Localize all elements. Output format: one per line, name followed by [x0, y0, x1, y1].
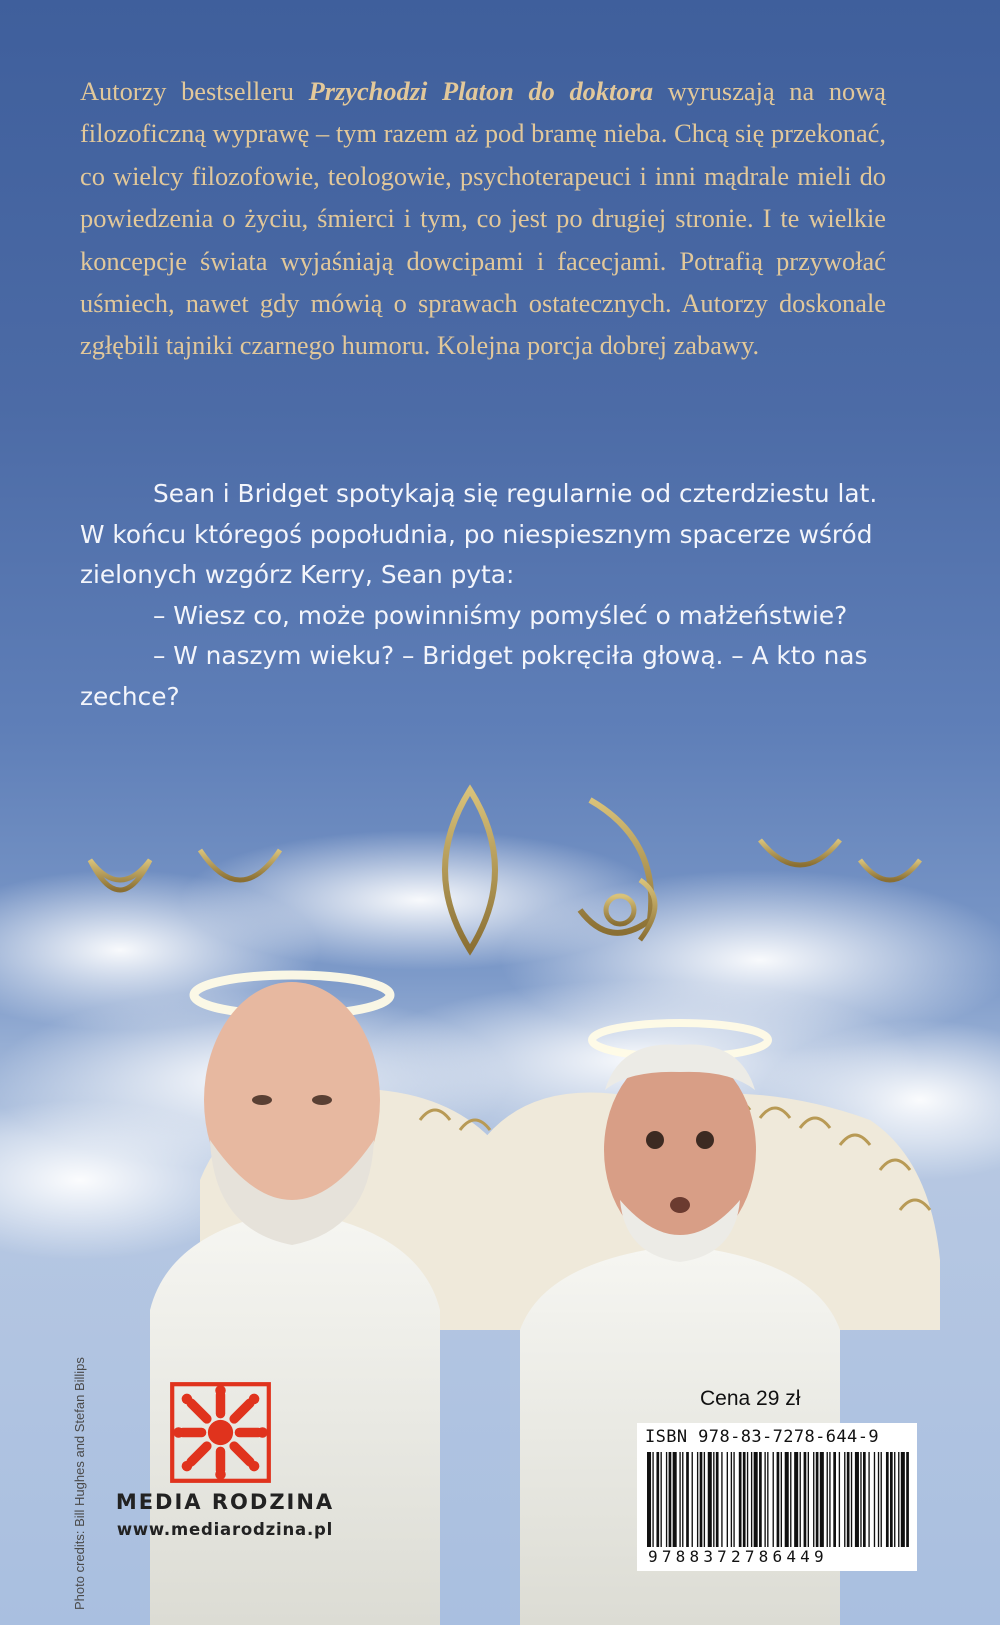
barcode-icon [645, 1452, 911, 1547]
isbn-number: ISBN 978-83-7278-644-9 [645, 1427, 879, 1447]
blurb-book-title: Przychodzi Platon do doktora [308, 76, 654, 106]
excerpt-joke [80, 474, 900, 717]
publisher-url: www.mediarodzina.pl [116, 1520, 334, 1539]
excerpt-paragraph: Sean i Bridget spotykają się regularnie od czterdziestu lat. W końcu któregoś popołudnia, po niespiesznym spacerze wśród zielonych wzgórz Kerry, Sean pyta: [80, 479, 878, 589]
blurb-intro-text: Autorzy bestselleru [80, 76, 309, 106]
barcode-digits: 9788372786449 [648, 1547, 828, 1566]
excerpt-dialogue-line: – Wiesz co, może powinniśmy pomyśleć o małżeństwie? [153, 600, 848, 630]
photo-credits: Photo credits: Bill Hughes and Stefan Billips [72, 1357, 87, 1610]
price-label: Cena 29 zł [700, 1387, 801, 1410]
publisher-name: MEDIA RODZINA [115, 1490, 335, 1514]
blurb-paragraph [80, 70, 886, 367]
media-rodzina-logo-icon [168, 1380, 273, 1485]
blurb-body-text: wyruszają na nową filozoficzną wyprawę – tym razem aż pod bramę nieba. Chcą się przekonać, co wielcy filozofowie, teologowie, psychoterapeuci i inni mądrale mieli do powiedzenia o życiu, śmierci i tym, co jest po drugiej stronie. I te wielkie koncepcje świata wyjaśniają dowcipami i facecjami. Potrafią przywołać uśmiech, nawet gdy mówią o sprawach ostatecznych. Autorzy doskonale zgłębili tajniki czarnego humoru. Kolejna porcja dobrej zabawy. [80, 76, 886, 361]
excerpt-dialogue-line: – W naszym wieku? – Bridget pokręciła głową. – A kto nas zechce? [80, 641, 868, 711]
